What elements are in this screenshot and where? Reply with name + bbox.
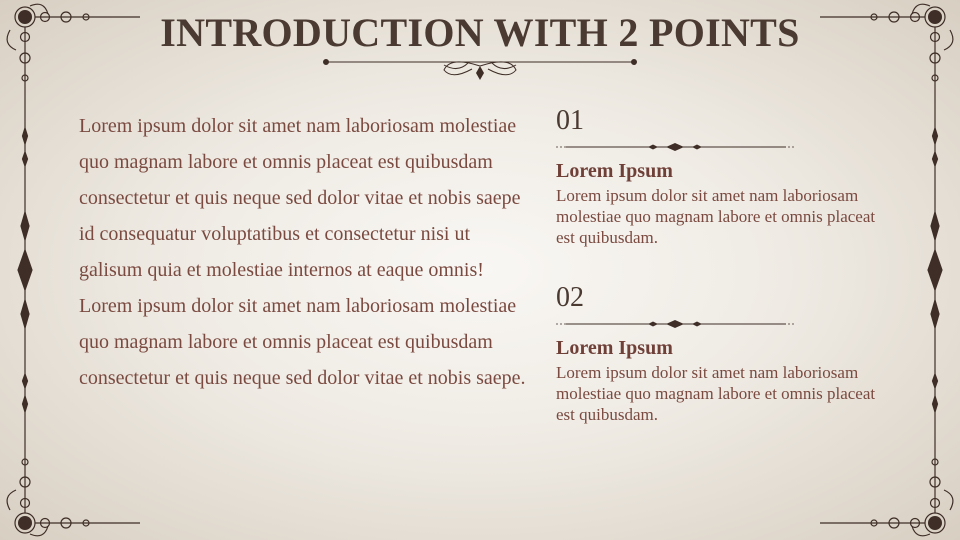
point-number: 02 <box>556 282 584 313</box>
point-description: Lorem ipsum dolor sit amet nam laboriosam molestiae quo magnam labore et omnis placeat est quibusdam. <box>556 186 876 247</box>
point-heading: Lorem Ipsum <box>556 160 673 182</box>
point-description: Lorem ipsum dolor sit amet nam laboriosam molestiae quo magnam labore et omnis placeat est quibusdam. <box>556 363 876 424</box>
diamond-divider-icon <box>556 319 796 329</box>
diamond-divider-icon <box>556 142 796 152</box>
intro-paragraph: Lorem ipsum dolor sit amet nam laboriosam molestiae quo magnam labore et omnis placeat est quibusdam consectetur et quis neque sed dolor vitae et nobis saepe id consequatur voluptatibus et consectetur nisi ut galisum quia et molestiae internos at eaque omnis! Lorem ipsum dolor sit amet nam laboriosam molestiae quo magnam labore et omnis placeat est quibusdam consectetur et quis neque sed dolor vitae et nobis saepe. <box>79 115 526 389</box>
point-heading: Lorem Ipsum <box>556 337 673 359</box>
flourish-divider-icon <box>320 54 640 82</box>
point-number: 01 <box>556 105 584 136</box>
point-1 <box>556 106 896 248</box>
point-2 <box>556 283 896 425</box>
side-ornament-icon <box>18 128 32 412</box>
page-title: INTRODUCTION WITH 2 POINTS <box>160 10 800 55</box>
